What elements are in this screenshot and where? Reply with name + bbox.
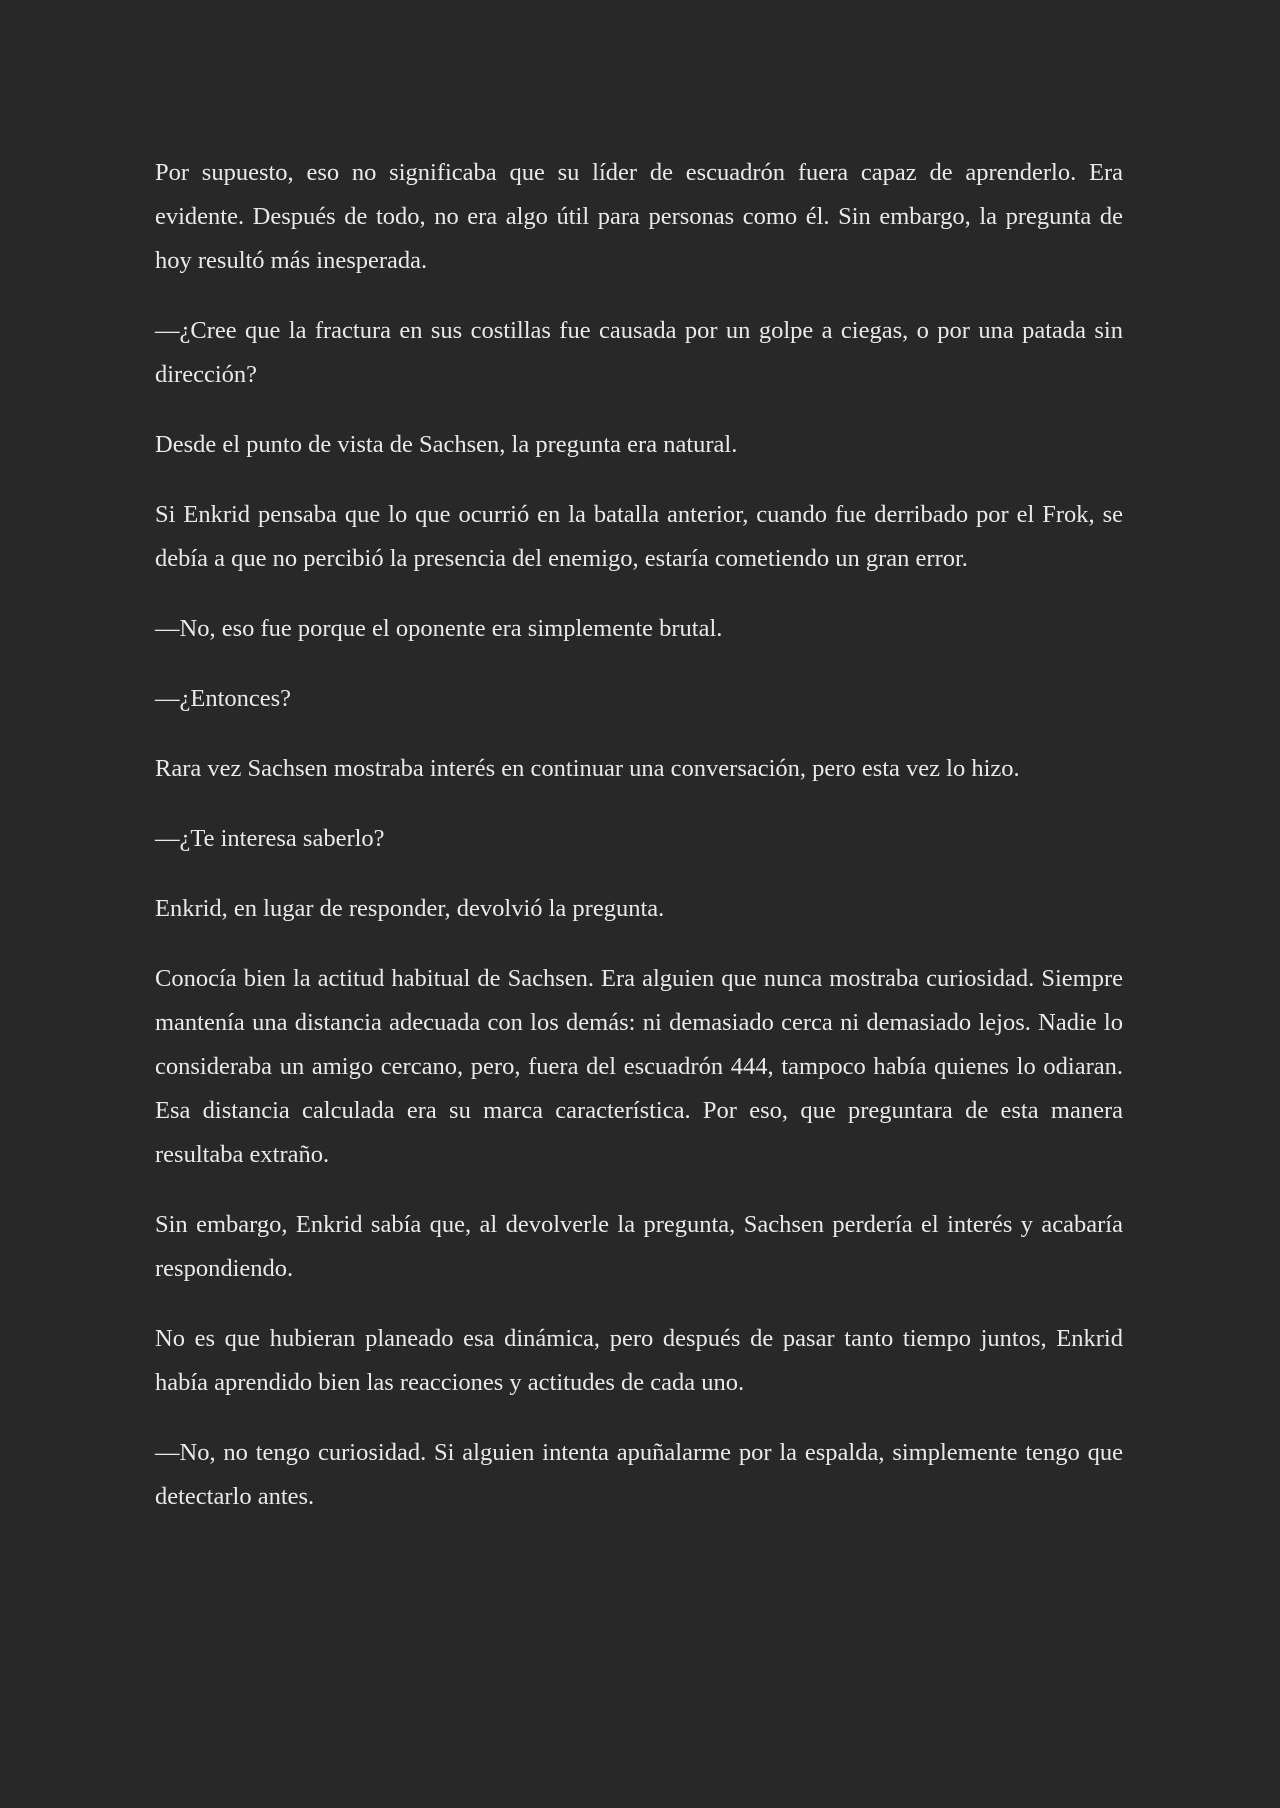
paragraph: Por supuesto, eso no significaba que su líder de escuadrón fuera capaz de aprenderlo. Era evidente. Después de todo, no era algo útil para personas como él. Sin embargo, la pregunta de hoy resultó más inesperada. (155, 159, 1123, 274)
paragraph: Sin embargo, Enkrid sabía que, al devolverle la pregunta, Sachsen perdería el interés y acabaría respondiendo. (155, 1211, 1123, 1282)
paragraph: No es que hubieran planeado esa dinámica, pero después de pasar tanto tiempo juntos, Enkrid había aprendido bien las reacciones y actitudes de cada uno. (155, 1325, 1123, 1396)
paragraph: Enkrid, en lugar de responder, devolvió la pregunta. (155, 895, 665, 922)
paragraph: —No, no tengo curiosidad. Si alguien intenta apuñalarme por la espalda, simplemente tengo que detectarlo antes. (155, 1439, 1123, 1510)
paragraph: Conocía bien la actitud habitual de Sachsen. Era alguien que nunca mostraba curiosidad. Siempre mantenía una distancia adecuada con los demás: ni demasiado cerca ni demasiado lejos. Nadie lo consideraba un amigo cercano, pero, fuera del escuadrón 444, tampoco había quienes lo odiaran. Esa distancia calculada era su marca característica. Por eso, que preguntara de esta manera resultaba extraño. (155, 965, 1123, 1168)
paragraph: Desde el punto de vista de Sachsen, la pregunta era natural. (155, 431, 738, 458)
paragraph: —No, eso fue porque el oponente era simplemente brutal. (155, 615, 723, 642)
paragraph: Rara vez Sachsen mostraba interés en continuar una conversación, pero esta vez lo hizo. (155, 755, 1020, 782)
paragraph: —¿Te interesa saberlo? (155, 825, 385, 852)
paragraph: —¿Entonces? (155, 685, 292, 712)
paragraph: Si Enkrid pensaba que lo que ocurrió en la batalla anterior, cuando fue derribado por el Frok, se debía a que no percibió la presencia del enemigo, estaría cometiendo un gran error. (155, 501, 1123, 572)
document-page (155, 151, 1123, 1545)
paragraph: —¿Cree que la fractura en sus costillas fue causada por un golpe a ciegas, o por una patada sin dirección? (155, 317, 1123, 388)
